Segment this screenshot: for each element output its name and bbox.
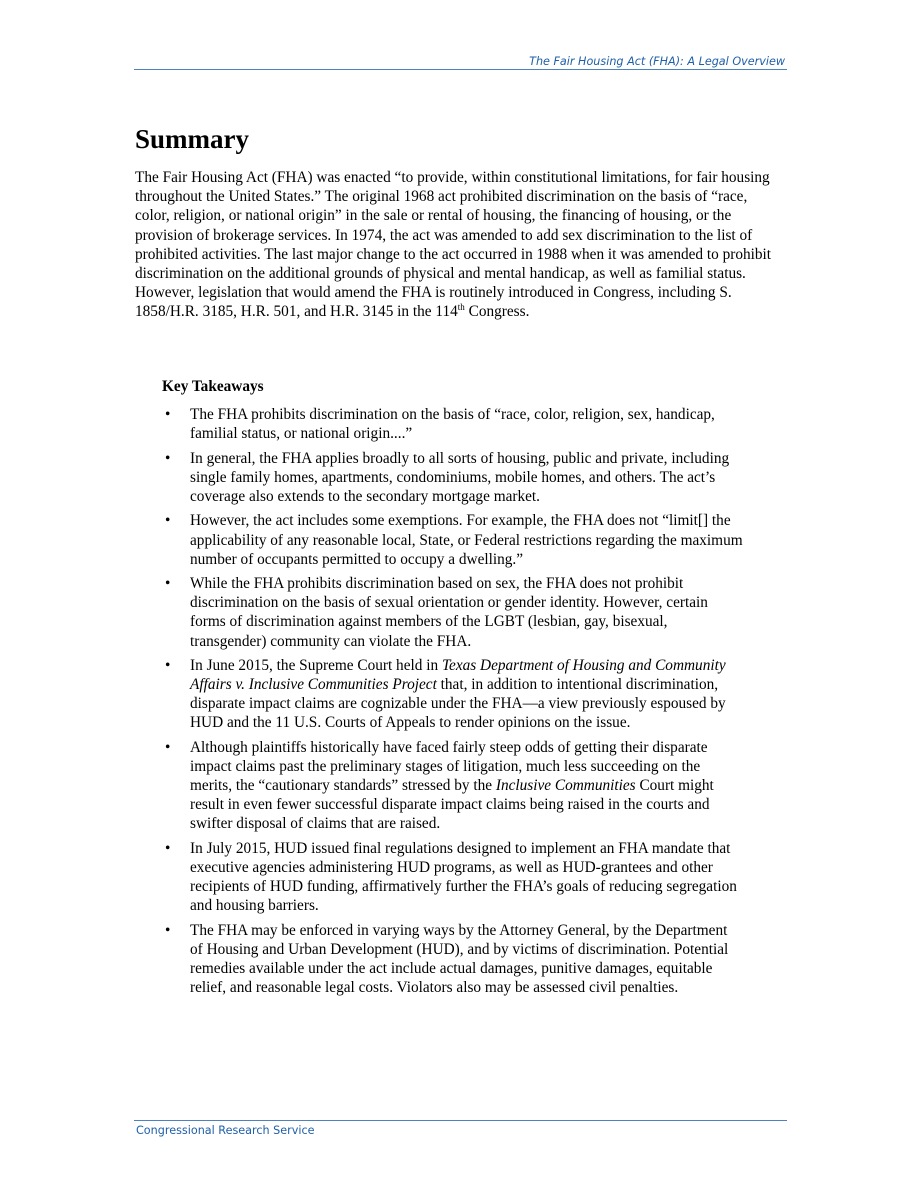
bullet-icon: • — [165, 575, 171, 593]
page-header — [134, 55, 787, 70]
takeaway-text-post: that, in addition to intentional discrimination, disparate impact claims are cognizable under the FHA—a view previously espoused by HUD and the 11 U.S. Courts of Appeals to render opinions on the issue. — [190, 676, 726, 732]
takeaway-item — [163, 738, 743, 833]
page-footer — [134, 1120, 787, 1137]
bullet-icon: • — [165, 512, 171, 530]
takeaway-text: The FHA prohibits discrimination on the basis of “race, color, religion, sex, handicap, familial status, or national origin....” — [190, 406, 715, 443]
takeaway-text: In general, the FHA applies broadly to all sorts of housing, public and private, including single family homes, apartments, condominiums, mobile homes, and others. The act’s coverage also extends to the secondary mortgage market. — [190, 449, 730, 505]
bullet-icon: • — [165, 839, 171, 857]
takeaway-item — [163, 574, 743, 650]
bullet-icon: • — [165, 449, 171, 467]
header-title: The Fair Housing Act (FHA): A Legal Overview — [529, 55, 785, 68]
summary-text: The Fair Housing Act (FHA) was enacted “to provide, within constitutional limitations, for fair housing throughout the United States.” The original 1968 act prohibited discrimination on the basis of “race, color, religion, or national origin” in the sale or rental of housing, the financing of housing, or the provision of brokerage services. In 1974, the act was amended to add sex discrimination to the list of prohibited activities. The last major change to the act occurred in 1988 when it was amended to prohibit discrimination on the additional grounds of physical and mental handicap, as well as familial status. However, legislation that would amend the FHA is routinely introduced in Congress, including S. 1858/H.R. 3185, H.R. 501, and H.R. 3145 in the 114 — [135, 169, 772, 321]
takeaway-item — [163, 405, 743, 443]
takeaway-item — [163, 511, 743, 568]
case-name: Inclusive Communities — [495, 777, 636, 795]
summary-paragraph — [135, 168, 785, 322]
bullet-icon: • — [165, 657, 171, 675]
bullet-icon: • — [165, 921, 171, 939]
bullet-icon: • — [165, 739, 171, 756]
key-takeaways-list — [163, 405, 743, 1003]
takeaway-text: However, the act includes some exemptions. For example, the FHA does not “limit[] the applicability of any reasonable local, State, or Federal restrictions regarding the maximum number of occupants permitted to occupy a dwelling.” — [190, 512, 743, 568]
case-name: Texas Department of Housing and Community Affairs v. Inclusive Communities Project — [190, 657, 726, 694]
takeaway-text: In July 2015, HUD issued final regulations designed to implement an FHA mandate that executive agencies administering HUD programs, as well as HUD-grantees and other recipients of HUD funding, affirmatively further the FHA’s goals of reducing segregation and housing barriers. — [190, 839, 737, 915]
takeaway-item — [163, 839, 743, 915]
takeaway-text-pre: Although plaintiffs historically have faced fairly steep odds of getting their disparate impact claims past the preliminary stages of litigation, much less succeeding on the merits, the “cautionary standards” stressed by the — [190, 739, 708, 795]
takeaway-item — [163, 449, 743, 506]
summary-text-end: Congress. — [464, 303, 530, 321]
takeaway-text-pre: In June 2015, the Supreme Court held in — [190, 657, 442, 675]
takeaway-item — [163, 921, 743, 997]
footer-text: Congressional Research Service — [136, 1124, 315, 1137]
bullet-icon: • — [165, 406, 171, 423]
takeaway-item — [163, 656, 743, 732]
summary-heading: Summary — [135, 124, 249, 154]
summary-superscript: th — [457, 302, 465, 313]
key-takeaways-heading: Key Takeaways — [162, 378, 264, 395]
takeaway-text: While the FHA prohibits discrimination based on sex, the FHA does not prohibit discrimination on the basis of sexual orientation or gender identity. However, certain forms of discrimination against members of the LGBT (lesbian, gay, bisexual, transgender) community can violate the FHA. — [190, 575, 708, 650]
takeaway-text-post: Court might result in even fewer successful disparate impact claims being raised in the courts and swifter disposal of claims that are raised. — [190, 777, 714, 833]
takeaway-text: The FHA may be enforced in varying ways by the Attorney General, by the Department of Housing and Urban Development (HUD), and by victims of discrimination. Potential remedies available under the act include actual damages, punitive damages, equitable relief, and reasonable legal costs. Violators also may be assessed civil penalties. — [190, 921, 729, 997]
